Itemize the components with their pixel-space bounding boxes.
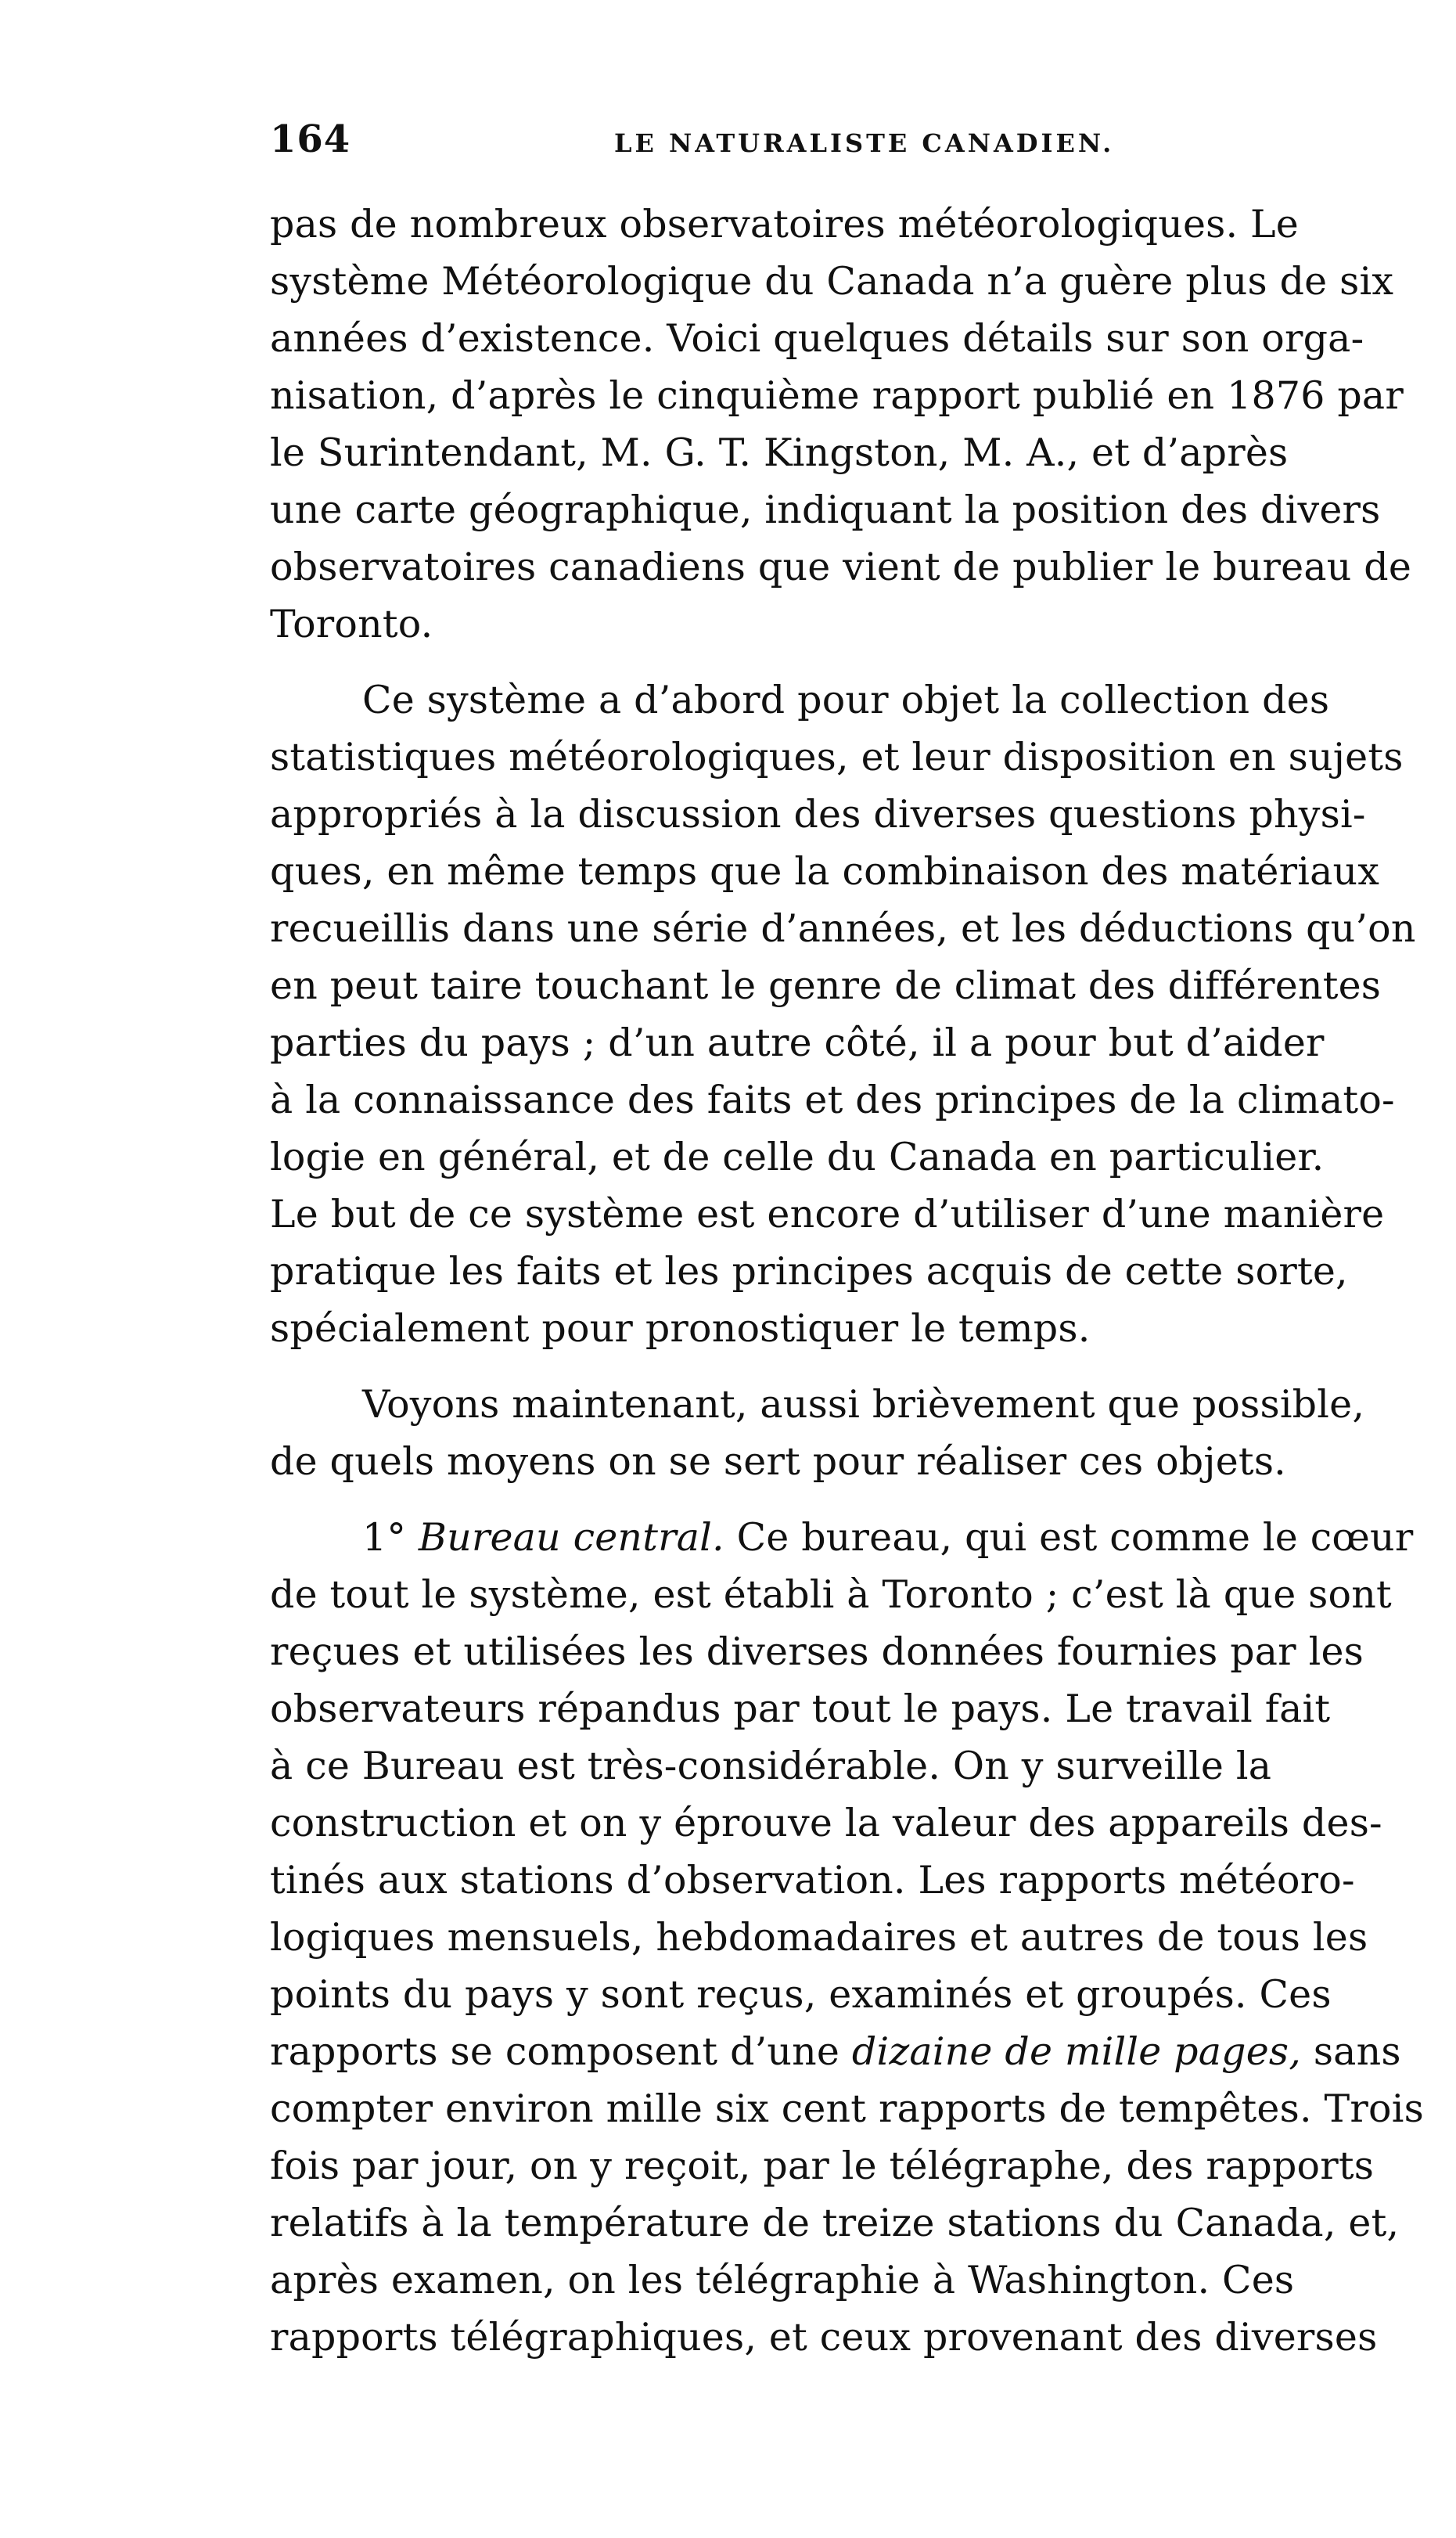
text-line: Voyons maintenant, aussi brièvement que possible, <box>362 1382 1365 1427</box>
text-line: système Météorologique du Canada n’a guère plus de six <box>270 259 1394 304</box>
text-line: de tout le système, est établi à Toronto ; c’est là que sont <box>270 1572 1392 1617</box>
text-line: une carte géographique, indiquant la position des divers <box>270 488 1381 532</box>
text-line: statistiques météorologiques, et leur disposition en sujets <box>270 735 1404 779</box>
text-line: compter environ mille six cent rapports de tempêtes. Trois <box>270 2086 1424 2131</box>
text-line: pratique les faits et les principes acquis de cette sorte, <box>270 1249 1348 1294</box>
text-line: spécialement pour pronostiquer le temps. <box>270 1306 1091 1351</box>
text-line: logiques mensuels, hebdomadaires et autres de tous les <box>270 1915 1368 1960</box>
section-title: Bureau central. <box>418 1515 724 1560</box>
text-line: nisation, d’après le cinquième rapport publié en 1876 par <box>270 373 1404 418</box>
text-line: Toronto. <box>270 602 433 646</box>
running-title: LE NATURALISTE CANADIEN. <box>614 128 1115 158</box>
text-line: recueillis dans une série d’années, et les déductions qu’on <box>270 906 1416 951</box>
text-line: construction et on y éprouve la valeur des appareils des- <box>270 1801 1382 1845</box>
text-line: à ce Bureau est très-considérable. On y surveille la <box>270 1744 1272 1788</box>
text-line: Ce système a d’abord pour objet la collection des <box>362 678 1330 722</box>
paragraph-2 <box>270 671 1436 1357</box>
text-line: tinés aux stations d’observation. Les rapports météoro- <box>270 1858 1355 1903</box>
section-first-line: Ce bureau, qui est comme le cœur <box>736 1515 1414 1560</box>
text-line: logie en général, et de celle du Canada en particulier. <box>270 1135 1325 1179</box>
text-line: le Surintendant, M. G. T. Kingston, M. A., et d’après <box>270 430 1289 475</box>
text-line: observateurs répandus par tout le pays. Le travail fait <box>270 1687 1331 1731</box>
text-line: reçues et utilisées les diverses données fournies par les <box>270 1629 1364 1674</box>
text-line: ques, en même temps que la combinaison des matériaux <box>270 849 1380 894</box>
paragraph-3 <box>270 1376 1436 1490</box>
text-line: Le but de ce système est encore d’utiliser d’une manière <box>270 1192 1385 1237</box>
text-line: à la connaissance des faits et des principes de la climato- <box>270 1078 1395 1122</box>
emph-line-before: rapports se composent d’une <box>270 2029 852 2074</box>
paragraph-1 <box>270 196 1436 653</box>
text-line: points du pays y sont reçus, examinés et groupés. Ces <box>270 1972 1332 2017</box>
section-number: 1° <box>362 1515 407 1560</box>
text-line: parties du pays ; d’un autre côté, il a pour but d’aider <box>270 1021 1325 1065</box>
emph-line-after: sans <box>1301 2029 1401 2074</box>
text-line: observatoires canadiens que vient de publier le bureau de <box>270 545 1412 589</box>
text-line: après examen, on les télégraphie à Washington. Ces <box>270 2258 1295 2302</box>
text-line: rapports télégraphiques, et ceux provenant des diverses <box>270 2315 1378 2360</box>
text-line: en peut taire touchant le genre de climat des différentes <box>270 963 1382 1008</box>
body-text <box>270 196 1436 2366</box>
book-page <box>270 117 1436 2366</box>
text-line: fois par jour, on y reçoit, par le télégraphe, des rapports <box>270 2144 1375 2188</box>
text-line <box>270 2023 1436 2080</box>
text-line: de quels moyens on se sert pour réaliser ces objets. <box>270 1439 1286 1484</box>
text-line: relatifs à la température de treize stations du Canada, et, <box>270 2201 1400 2245</box>
paragraph-4 <box>270 1509 1436 2366</box>
text-line: années d’existence. Voici quelques détails sur son orga- <box>270 316 1364 361</box>
emphasized-text: dizaine de mille pages, <box>851 2029 1302 2074</box>
page-header <box>270 117 1436 180</box>
text-line: pas de nombreux observatoires météorologiques. Le <box>270 202 1299 247</box>
text-line <box>270 1509 1436 1566</box>
text-line: appropriés à la discussion des diverses questions physi- <box>270 792 1366 837</box>
page-number: 164 <box>270 117 351 161</box>
